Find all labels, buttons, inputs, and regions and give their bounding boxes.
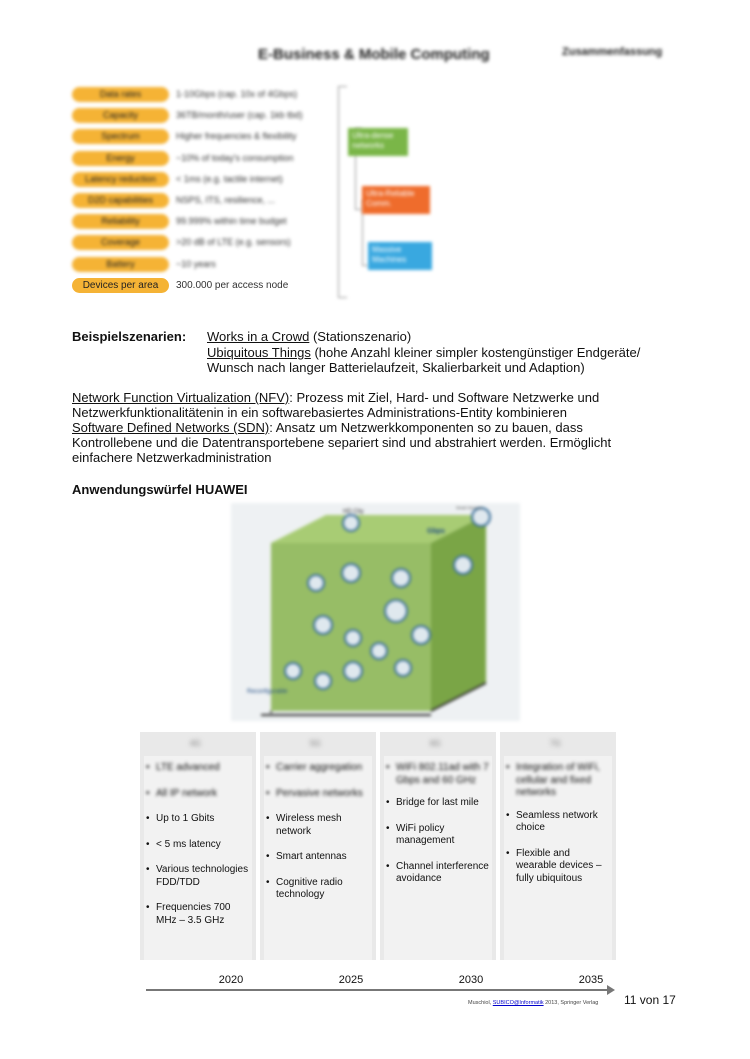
- arrow-right-icon: [607, 985, 615, 995]
- generations-timeline: [140, 732, 615, 1000]
- requirement-value: NSPS, ITS, resilience, ...: [176, 194, 276, 205]
- bracket-line: [338, 86, 347, 298]
- timeline-year: 2035: [578, 974, 604, 986]
- generation-label: 7G: [550, 739, 561, 748]
- timeline-item: • WiFi 802.11ad with 7 Gbps and 60 GHz: [384, 762, 492, 787]
- svg-text:Smart Sensors: Smart Sensors: [456, 505, 483, 510]
- requirement-value: >20 dB of LTE (e.g. sensors): [176, 237, 291, 248]
- sdn-line3: einfachere Netzwerkadministration: [72, 450, 272, 465]
- generation-label: 4G: [190, 739, 201, 748]
- timeline-item: • Seamless network choice: [504, 810, 612, 835]
- node-icon: [385, 600, 407, 622]
- scenario-2-line2: Wunsch nach langer Batterielaufzeit, Skalierbarkeit und Adaption): [207, 360, 585, 375]
- timeline-item: • Frequencies 700 MHz – 3.5 GHz: [144, 902, 252, 927]
- timeline-item: • Various technologies FDD/TDD: [144, 864, 252, 889]
- nfv-title: Network Function Virtualization (NFV): [72, 390, 290, 405]
- timeline-column-4g: [140, 732, 256, 960]
- scenario-2: Ubiquitous Things (hohe Anzahl kleiner simpler kostengünstiger Endgeräte/: [207, 345, 641, 360]
- timeline-item: • < 5 ms latency: [144, 839, 252, 852]
- scenario-1-title: Works in a Crowd: [207, 329, 310, 344]
- requirement-value: 1-10Gbps (cap. 10x of 4Gbps): [176, 89, 298, 99]
- generation-label: 5G: [310, 739, 321, 748]
- svg-text:HD City: HD City: [343, 509, 364, 515]
- requirement-label: Capacity: [72, 108, 169, 123]
- figure-credit: Muschiol, SUBICO@Informatik 2013, Springer Verlag: [468, 1000, 599, 1006]
- timeline-column-7g: [500, 732, 616, 960]
- scenario-1: Works in a Crowd (Stationszenario): [207, 329, 412, 344]
- sdn-title: Software Defined Networks (SDN): [72, 420, 270, 435]
- node-icon: [343, 515, 359, 531]
- timeline-item: • Channel interference avoidance: [384, 861, 492, 886]
- timeline-item: • All IP network: [144, 788, 252, 801]
- node-icon: [308, 575, 324, 591]
- requirement-label: Data rates: [72, 87, 169, 102]
- node-icon: [345, 630, 361, 646]
- requirement-label: D2D capabilities: [72, 193, 169, 208]
- requirement-label: Energy: [72, 151, 169, 166]
- timeline-item: • Carrier aggregation: [264, 762, 372, 775]
- requirement-label: Battery: [72, 257, 169, 272]
- timeline-item: • Wireless mesh network: [264, 813, 372, 838]
- timeline-year: 2025: [338, 974, 364, 986]
- cube-heading: Anwendungswürfel HUAWEI: [72, 482, 248, 497]
- node-icon: [395, 660, 411, 676]
- huawei-cube-figure: [231, 503, 520, 721]
- timeline-item: • Flexible and wearable devices – fully ubiquitous: [504, 848, 612, 886]
- requirement-label: Latency reduction: [72, 172, 169, 187]
- cube-side-face: [431, 515, 486, 711]
- page-number: 11 von 17: [624, 993, 676, 1007]
- timeline-item: • Cognitive radio technology: [264, 877, 372, 902]
- generation-label: 6G: [430, 739, 441, 748]
- node-icon: [472, 508, 490, 526]
- timeline-item: • Bridge for last mile: [384, 797, 492, 810]
- requirement-row: [72, 232, 412, 253]
- svg-text:Gbps: Gbps: [427, 528, 445, 535]
- node-icon: [315, 673, 331, 689]
- timeline-item: • LTE advanced: [144, 762, 252, 775]
- requirement-row: [72, 254, 412, 275]
- nfv-line2: Netzwerkfunktionalitätenin in ein softwarebasiertes Administrations-Entity kombinieren: [72, 405, 567, 420]
- requirement-row: [72, 84, 412, 105]
- credit-link[interactable]: SUBICO@Informatik: [492, 1000, 544, 1006]
- node-icon: [454, 556, 472, 574]
- timeline-item: • Pervasive networks: [264, 788, 372, 801]
- timeline-item: • Smart antennas: [264, 851, 372, 864]
- node-icon: [314, 616, 332, 634]
- sdn-paragraph: Software Defined Networks (SDN): Ansatz um Netzwerkkomponenten so zu bauen, dass: [72, 420, 583, 435]
- scenario-2-title: Ubiquitous Things: [207, 345, 311, 360]
- requirement-value: 300.000 per access node: [176, 279, 289, 291]
- scenarios-label: Beispielszenarien:: [72, 329, 187, 344]
- timeline-year: 2020: [218, 974, 244, 986]
- timeline-axis: [146, 989, 612, 991]
- requirement-row: [72, 211, 412, 232]
- node-icon: [285, 663, 301, 679]
- category-box-reliable: Ultra-Reliable Comm.: [362, 186, 430, 214]
- sdn-line2: Kontrollebene und die Datentransportebene separiert sind und abstrahiert werden. Ermöglicht: [72, 435, 612, 450]
- timeline-column-6g: [380, 732, 496, 960]
- requirement-label: Spectrum: [72, 129, 169, 144]
- timeline-column-5g: [260, 732, 376, 960]
- requirement-row: [72, 105, 412, 126]
- timeline-year: 2030: [458, 974, 484, 986]
- document-title: E-Business & Mobile Computing: [258, 46, 490, 63]
- requirement-label: Coverage: [72, 235, 169, 250]
- timeline-item: • Up to 1 Gbits: [144, 813, 252, 826]
- category-box-machines: Massive Machines: [368, 242, 432, 270]
- requirement-row: [72, 275, 412, 296]
- cube-svg: [231, 503, 520, 721]
- requirement-value: 99.999% within time budget: [176, 216, 287, 227]
- node-icon: [342, 564, 360, 582]
- requirement-label: Reliability: [72, 214, 169, 229]
- svg-text:Reconfigurable: Reconfigurable: [247, 689, 288, 695]
- timeline-item: • WiFi policy management: [384, 823, 492, 848]
- document-section-label: Zusammenfassung: [562, 46, 663, 58]
- requirement-value: ~10 years: [176, 258, 216, 269]
- node-icon: [412, 626, 430, 644]
- timeline-item: • Integration of WiFi, cellular and fixed networks: [504, 762, 612, 800]
- node-icon: [344, 662, 362, 680]
- requirement-value: < 1ms (e.g. tactile internet): [176, 173, 283, 184]
- node-icon: [371, 643, 387, 659]
- requirement-value: 36TB/month/user (cap. 1kb tbd): [176, 110, 303, 121]
- node-icon: [392, 569, 410, 587]
- category-box-dense: Ultra-dense networks: [348, 128, 408, 156]
- requirement-value: ~10% of today's consumption: [176, 152, 294, 163]
- nfv-paragraph: Network Function Virtualization (NFV): Prozess mit Ziel, Hard- und Software Netzwerke und: [72, 390, 600, 405]
- requirement-value: Higher frequencies & flexibility: [176, 131, 297, 142]
- requirement-label: Devices per area: [72, 278, 169, 293]
